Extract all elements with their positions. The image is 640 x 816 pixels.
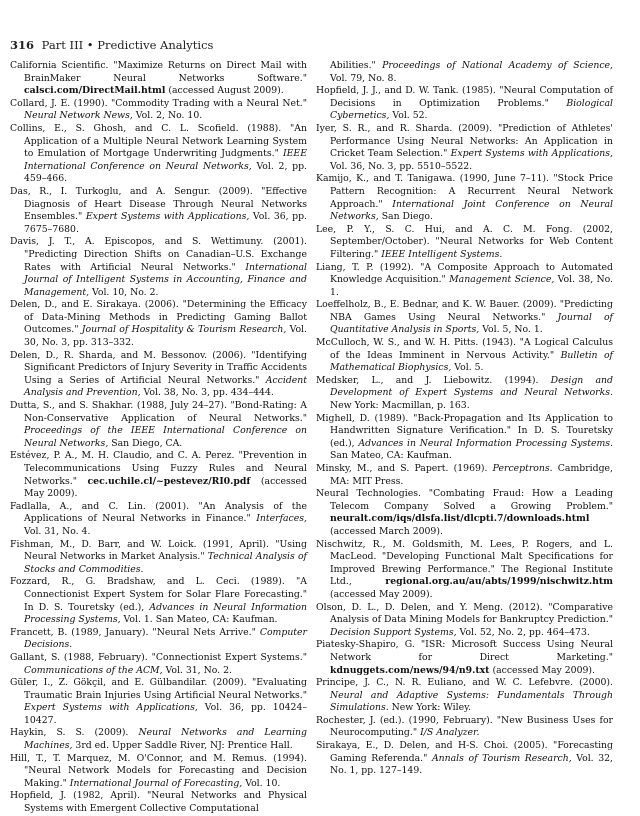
reference-text: Gallant, S. (1988, February). "Connectionist Expert Systems." — [10, 651, 307, 663]
reference-entry — [10, 236, 307, 299]
reference-entry — [316, 539, 613, 602]
references-left-column — [10, 60, 307, 816]
reference-source: Perceptrons. — [492, 463, 553, 474]
reference-details: Vol. 30, No. 3, pp. 313–332. — [24, 324, 307, 349]
reference-entry — [10, 576, 307, 626]
reference-source: IEEE International Conference on Neural Networks, — [24, 148, 307, 172]
reference-entry — [316, 224, 613, 262]
reference-details: Vol. 32, No. 1, pp. 127–149. — [330, 752, 613, 777]
reference-source: I/S Analyzer. — [420, 727, 480, 739]
reference-entry — [316, 677, 613, 715]
reference-details: San Diego. — [378, 211, 433, 223]
reference-entry — [316, 463, 613, 488]
reference-details: Vol. 79, No. 8. — [330, 72, 397, 84]
reference-entry — [10, 400, 307, 450]
reference-entry — [316, 173, 613, 223]
reference-source: Accident Analysis and Prevention, — [24, 374, 307, 399]
reference-entry — [316, 123, 613, 173]
reference-text: Loeffelholz, B., E. Bednar, and K. W. Bauer. (2009). "Predicting NBA Games Using Neural Networks." — [316, 299, 613, 323]
reference-text: Abilities." — [330, 60, 383, 71]
reference-source: Journal of Hospitality & Tourism Research, — [81, 324, 287, 336]
reference-url: neuralt.com/iqs/dlsfa.list/dlcpti.7/downloads.html — [330, 513, 590, 525]
reference-text: Estévez, P. A., M. H. Claudio, and C. A. Perez. "Prevention in Telecommunications Using Fuzzy Rules and Neural Networks." — [10, 450, 307, 487]
reference-details: Vol. 2, pp. 459–466. — [24, 160, 307, 185]
reference-details: Vol. 31, No. 4. — [24, 525, 91, 537]
reference-text: Piatesky-Shapiro, G. "ISR: Microsoft Success Using Neural Network for Direct Marketing." — [316, 639, 613, 663]
reference-entry — [316, 337, 613, 375]
reference-source: Expert Systems with Applications, — [85, 211, 250, 223]
reference-source: Proceedings of the IEEE International Conference on Neural Networks, — [24, 425, 307, 449]
reference-text: Sirakaya, E., D. Delen, and H-S. Choi. (2005). "Forecasting Gaming Referenda." — [316, 740, 613, 764]
reference-details: Vol. 2, No. 10. — [132, 110, 203, 122]
reference-text: Iyer, S. R., and R. Sharda. (2009). "Prediction of Athletes' Performance Using Neural Networks: An Application in Cricket Team Selection." — [316, 122, 613, 160]
reference-details: Vol. 36, No. 3, pp. 5510–5522. — [330, 160, 473, 172]
reference-entry — [316, 60, 613, 85]
reference-details: (accessed May 2009). — [330, 588, 433, 600]
reference-source: Neural and Adaptive Systems: Fundamentals Through Simulations. — [330, 689, 613, 714]
reference-text: Fishman, M., D. Barr, and W. Loick. (1991, April). "Using Neural Networks in Market Analysis." — [10, 538, 307, 563]
reference-text: Olson, D. L., D. Delen, and Y. Meng. (2012). "Comparative Analysis of Data Mining Models for Bankruptcy Prediction." — [316, 601, 613, 626]
reference-entry — [316, 375, 613, 413]
reference-text: Hopfield, J. (1982, April). "Neural Networks and Physical Systems with Emergent Collective Computational — [10, 790, 307, 815]
reference-entry — [10, 790, 307, 815]
reference-url: regional.org.au/au/abts/1999/nischwitz.htm — [385, 576, 613, 588]
reference-details: Vol. 5, No. 1. — [479, 324, 543, 336]
reference-text: Delen, D., and E. Sirakaya. (2006). "Determining the Efficacy of Data-Mining Methods in Predicting Gaming Ballot Outcomes." — [10, 299, 307, 336]
reference-details: Vol. 36, pp. 7675–7680. — [24, 211, 307, 235]
reference-source: Decision Support Systems, — [330, 626, 457, 638]
reference-source: IEEE Intelligent Systems. — [381, 248, 503, 260]
reference-entry — [10, 652, 307, 677]
reference-source: Technical Analysis of Stocks and Commodities. — [24, 551, 307, 575]
reference-details: Vol. 10, No. 2. — [89, 286, 159, 298]
reference-text: Davis, J. T., A. Episcopos, and S. Wettimuny. (2001). "Predicting Direction Shifts on Canadian–U.S. Exchange Rates with Artificial Neural Networks." — [10, 236, 307, 273]
reference-entry — [316, 639, 613, 677]
reference-source: Journal of Quantitative Analysis in Sports, — [330, 311, 613, 336]
reference-entry — [10, 753, 307, 791]
reference-text: Lee, P. Y., S. C. Hui, and A. C. M. Fong. (2002, September/October). "Neural Networks for Web Content Filtering." — [316, 223, 613, 260]
page-header — [10, 38, 217, 52]
reference-text: Neural Technologies. "Combating Fraud: How a Leading Telecom Company Solved a Growing Problem." — [316, 488, 613, 512]
reference-source: Advances in Neural Information Processing Systems. — [358, 437, 613, 449]
reference-source: Bulletin of Mathematical Biophysics, — [330, 349, 613, 374]
reference-text: Mighell, D. (1989). "Back-Propagation and Its Application to Handwritten Signature Verification." In D. S. Touretsky (ed.), — [316, 412, 613, 449]
reference-details: Cambridge, MA: MIT Press. — [330, 463, 613, 487]
reference-source: Expert Systems with Applications, — [450, 148, 613, 160]
reference-details: Vol. 5. — [451, 362, 484, 374]
reference-text: California Scientific. "Maximize Returns on Direct Mail with BrainMaker Neural Networks Software." — [10, 60, 307, 84]
reference-source: Proceedings of National Academy of Science, — [382, 60, 613, 71]
reference-entry — [10, 539, 307, 577]
reference-entry — [316, 299, 613, 337]
reference-entry — [10, 727, 307, 752]
reference-text: Fadlalla, A., and C. Lin. (2001). "An Analysis of the Applications of Neural Networks in Finance." — [10, 500, 307, 525]
reference-entry — [316, 740, 613, 778]
reference-text: Rochester, J. (ed.). (1990, February). "New Business Uses for Neurocomputing." — [316, 714, 613, 739]
reference-text: Das, R., I. Turkoglu, and A. Sengur. (2009). "Effective Diagnosis of Heart Disease Through Neural Networks Ensembles." — [10, 185, 307, 223]
reference-entry — [316, 262, 613, 300]
reference-entry — [10, 98, 307, 123]
reference-text: Principe, J. C., N. R. Euliano, and W. C. Lefebvre. (2000). — [316, 677, 613, 689]
references-right-column — [316, 60, 613, 778]
reference-text: Nischwitz, R., M. Goldsmith, M. Lees, P. Rogers, and L. MacLeod. "Developing Functional Malt Specifications for Improved Brewing Performance." The Regional Institute Ltd., — [316, 538, 613, 588]
reference-details: (accessed May 2009). — [489, 664, 595, 676]
reference-text: Dutta, S., and S. Shakhar. (1988, July 24–27). "Bond-Rating: A Non-Conservative Application of Neural Networks." — [10, 400, 307, 424]
reference-details: New York: Wiley. — [388, 702, 472, 714]
reference-source: Computer Decisions. — [24, 626, 307, 651]
reference-text: Medsker, L., and J. Liebowitz. (1994). — [316, 374, 551, 386]
reference-text: Güler, I., Z. Gökçil, and E. Gülbandilar. (2009). "Evaluating Traumatic Brain Injuries Using Artificial Neural Networks." — [10, 677, 307, 701]
reference-source: Expert Systems with Applications, — [24, 702, 198, 714]
reference-entry — [10, 450, 307, 500]
reference-entry — [10, 123, 307, 186]
reference-entry — [10, 186, 307, 236]
reference-entry — [316, 85, 613, 123]
reference-details: (accessed August 2009). — [165, 85, 284, 97]
reference-url: calsci.com/DirectMail.html — [24, 85, 166, 97]
reference-source: Interfaces, — [256, 513, 307, 525]
reference-details: Vol. 38, No. 1. — [330, 274, 614, 298]
reference-text: Collard, J. E. (1990). "Commodity Trading with a Neural Net." — [10, 97, 307, 109]
reference-details: (accessed March 2009). — [330, 525, 443, 537]
reference-entry — [316, 488, 613, 538]
reference-details: Vol. 38, No. 3, pp. 434–444. — [140, 387, 274, 399]
reference-source: Communications of the ACM, — [24, 664, 163, 676]
reference-entry — [10, 627, 307, 652]
reference-details: Vol. 10. — [242, 777, 281, 789]
reference-entry — [316, 602, 613, 640]
reference-text: Fozzard, R., G. Bradshaw, and L. Ceci. (1989). "A Connectionist Expert System for Solar Flare Forecasting." In D. S. Touretsky (ed.), — [10, 576, 307, 613]
reference-text: Minsky, M., and S. Papert. (1969). — [316, 463, 493, 474]
reference-source: Design and Development of Expert Systems and Neural Networks. — [330, 374, 613, 399]
reference-details: (accessed May 2009). — [24, 475, 307, 500]
reference-text: Hopfield, J. J., and D. W. Tank. (1985). "Neural Computation of Decisions in Optimization Problems." — [316, 85, 613, 109]
reference-text: Kamijo, K., and T. Tanigawa. (1990, June 7–11). "Stock Price Pattern Recognition: A Recurrent Neural Network Approach." — [316, 173, 613, 210]
reference-details: New York: Macmillan, p. 163. — [330, 400, 470, 412]
reference-source: Neural Network News, — [24, 110, 133, 122]
reference-text: Liang, T. P. (1992). "A Composite Approach to Automated Knowledge Acquisition." — [316, 261, 613, 286]
reference-details: San Diego, CA. — [108, 437, 183, 449]
reference-details: Vol. 36, pp. 10424–10427. — [24, 702, 308, 726]
reference-details: Vol. 52. — [389, 110, 428, 122]
reference-details: Vol. 31, No. 2. — [162, 664, 232, 676]
reference-entry — [316, 715, 613, 740]
reference-text: Hill, T., T. Marquez, M. O'Connor, and M. Remus. (1994). "Neural Network Models for Forecasting and Decision Making." — [10, 752, 307, 789]
reference-source: International Joint Conference on Neural Networks, — [330, 198, 613, 223]
reference-source: Advances in Neural Information Processing Systems, — [24, 601, 307, 626]
reference-entry — [10, 350, 307, 400]
reference-details: San Mateo, CA: Kaufman. — [330, 450, 452, 462]
reference-source: Neural Networks and Learning Machines, — [24, 727, 307, 752]
reference-entry — [10, 501, 307, 539]
reference-text: Delen, D., R. Sharda, and M. Bessonov. (2006). "Identifying Significant Predictors of Injury Severity in Traffic Accidents Using a Series of Artificial Neural Networks." — [10, 349, 307, 386]
reference-entry — [10, 60, 307, 98]
reference-text: McCulloch, W. S., and W. H. Pitts. (1943). "A Logical Calculus of the Ideas Imminent in Nervous Activity." — [316, 337, 613, 361]
page-number: 316 — [10, 38, 35, 52]
reference-entry — [316, 413, 613, 463]
reference-details: Vol. 52, No. 2, pp. 464–473. — [456, 626, 590, 638]
reference-url: cec.uchile.cl/~pestevez/RI0.pdf — [87, 475, 251, 487]
reference-source: International Journal of Intelligent Systems in Accounting, Finance and Management, — [24, 261, 307, 298]
reference-url: kdnuggets.com/news/94/n9.txt — [330, 664, 490, 676]
reference-details: Vol. 1. San Mateo, CA: Kaufman. — [120, 614, 278, 626]
reference-text: Collins, E., S. Ghosh, and C. L. Scofield. (1988). "An Application of a Multiple Neural Network Learning System to Emulation of Mortgage Underwriting Judgments." — [10, 122, 307, 160]
reference-source: International Journal of Forecasting, — [69, 777, 243, 789]
reference-source: Biological Cybernetics, — [330, 97, 613, 122]
reference-text: Francett, B. (1989, January). "Neural Nets Arrive." — [10, 626, 260, 638]
running-head: Part III • Predictive Analytics — [41, 38, 214, 52]
reference-text: Haykin, S. S. (2009). — [10, 727, 139, 739]
reference-entry — [10, 677, 307, 727]
reference-source: Annals of Tourism Research, — [431, 752, 572, 764]
reference-source: Management Science, — [449, 274, 555, 286]
reference-entry — [10, 299, 307, 349]
reference-details: 3rd ed. Upper Saddle River, NJ: Prentice Hall. — [72, 740, 293, 752]
